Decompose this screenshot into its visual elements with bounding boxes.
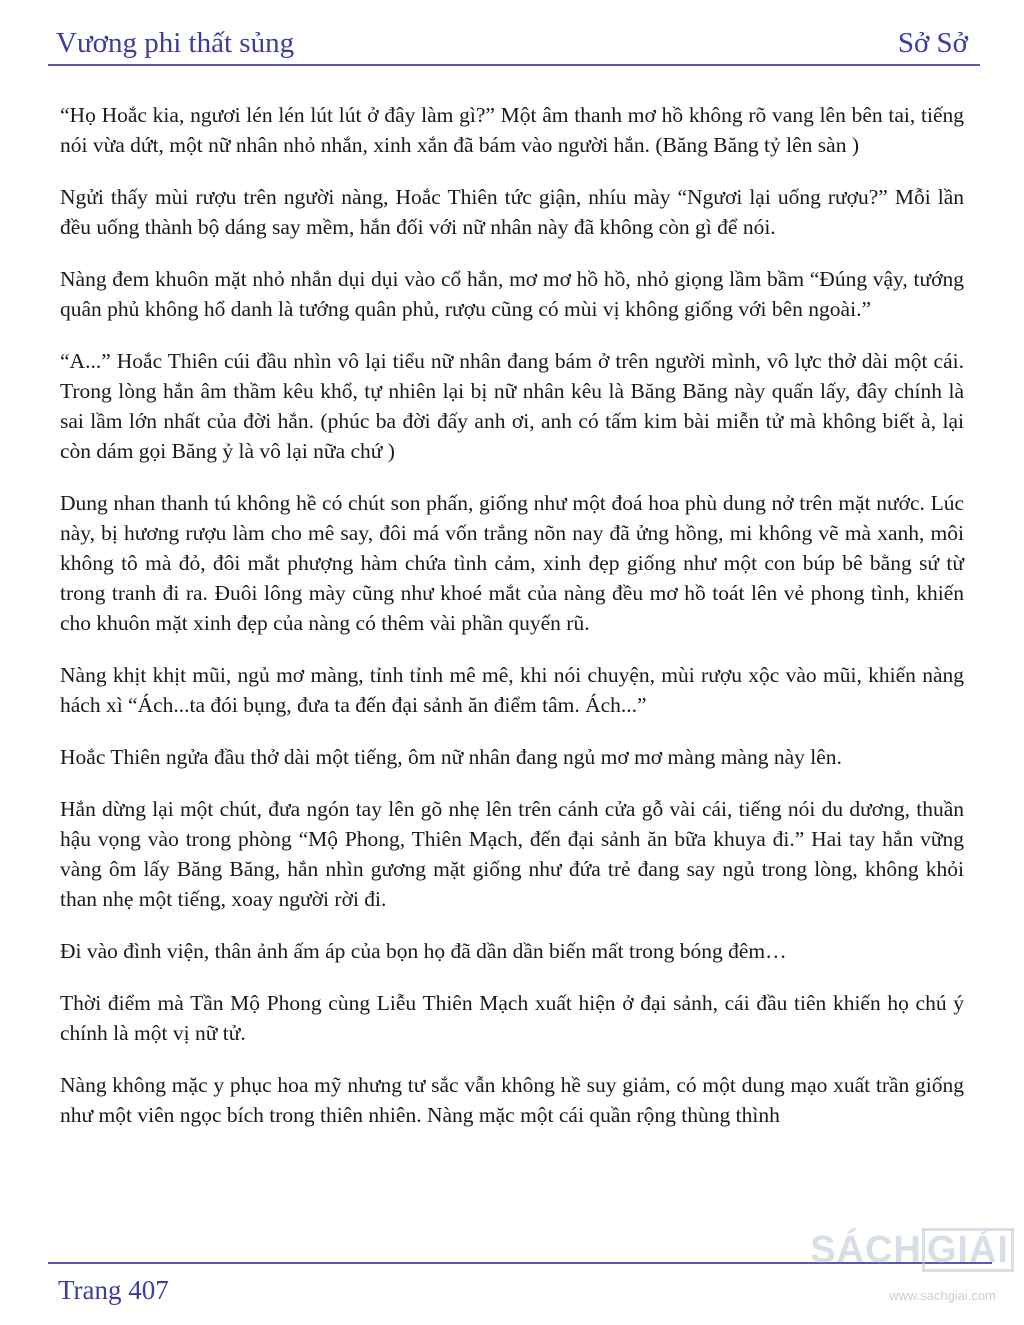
book-author: Sở Sở: [897, 27, 968, 59]
watermark-url: www.sachgiai.com: [889, 1288, 996, 1303]
paragraph: Ngửi thấy mùi rượu trên người nàng, Hoắc Thiên tức giận, nhíu mày “Ngươi lại uống rượu?” Mỗi lần đều uống thành bộ dáng say mềm, hắn đối với nữ nhân này đã không còn gì để nói.: [60, 185, 964, 239]
watermark-logo-left: SÁCH: [810, 1229, 922, 1271]
paragraph: Đi vào đình viện, thân ảnh ấm áp của bọn họ đã dần dần biến mất trong bóng đêm…: [60, 939, 787, 963]
watermark-logo-boxed: GIẢI: [922, 1228, 1014, 1272]
page-number: Trang 407: [58, 1275, 169, 1305]
page-header: [56, 24, 968, 60]
paragraph: Nàng khịt khịt mũi, ngủ mơ màng, tỉnh tỉnh mê mê, khi nói chuyện, mùi rượu xộc vào mũi, khiến nàng hách xì “Ách...ta đói bụng, đưa ta đến đại sảnh ăn điểm tâm. Ách...”: [60, 663, 964, 717]
paragraph: Nàng đem khuôn mặt nhỏ nhắn dụi dụi vào cổ hắn, mơ mơ hồ hồ, nhỏ giọng lầm bầm “Đúng vậy, tướng quân phủ không hổ danh là tướng quân phủ, rượu cũng có mùi vị không giống với bên ngoài.”: [60, 267, 964, 321]
chapter-body: [60, 100, 964, 1152]
paragraph: “Họ Hoắc kia, ngươi lén lén lút lút ở đây làm gì?” Một âm thanh mơ hồ không rõ vang lên bên tai, tiếng nói vừa dứt, một nữ nhân nhỏ nhắn, xinh xắn đã bám vào người hắn. (Băng Băng tỷ lên sàn ): [60, 103, 964, 157]
paragraph: Thời điểm mà Tần Mộ Phong cùng Liễu Thiên Mạch xuất hiện ở đại sảnh, cái đầu tiên khiến họ chú ý chính là một vị nữ tử.: [60, 991, 964, 1045]
watermark: [810, 1228, 1014, 1318]
paragraph: Hắn dừng lại một chút, đưa ngón tay lên gõ nhẹ lên trên cánh cửa gỗ vài cái, tiếng nói du dương, thuần hậu vọng vào trong phòng “Mộ Phong, Thiên Mạch, đến đại sảnh ăn bữa khuya đi.” Hai tay hắn vững vàng ôm lấy Băng Băng, hắn nhìn gương mặt giống như đứa trẻ đang say ngủ trong lòng, không khỏi than nhẹ một tiếng, xoay người rời đi.: [60, 797, 964, 911]
paragraph: Dung nhan thanh tú không hề có chút son phấn, giống như một đoá hoa phù dung nở trên mặt nước. Lúc này, bị hương rượu làm cho mê say, đôi má vốn trắng nõn nay đã ửng hồng, mi không vẽ mà xanh, môi không tô mà đỏ, đôi mắt phượng hàm chứa tình cảm, xinh đẹp giống như một con búp bê bằng sứ từ trong tranh đi ra. Đuôi lông mày cũng như khoé mắt của nàng đều mơ hồ toát lên vẻ phong tình, khiến cho khuôn mặt xinh đẹp của nàng có thêm vài phần quyến rũ.: [60, 491, 964, 635]
paragraph: Hoắc Thiên ngửa đầu thở dài một tiếng, ôm nữ nhân đang ngủ mơ mơ màng màng này lên.: [60, 745, 842, 769]
paragraph: “A...” Hoắc Thiên cúi đầu nhìn vô lại tiểu nữ nhân đang bám ở trên người mình, vô lực thở dài một cái. Trong lòng hắn âm thầm kêu khổ, tự nhiên lại bị nữ nhân kêu là Băng Băng này quấn lấy, đây chính là sai lầm lớn nhất của đời hắn. (phúc ba đời đấy anh ơi, anh có tấm kim bài miễn tử mà không biết à, lại còn dám gọi Băng ỷ là vô lại nữa chứ ): [60, 349, 964, 463]
book-title: Vương phi thất sủng: [56, 27, 295, 59]
paragraph: Nàng không mặc y phục hoa mỹ nhưng tư sắc vẫn không hề suy giảm, có một dung mạo xuất trần giống như một viên ngọc bích trong thiên nhiên. Nàng mặc một cái quần rộng thùng thình: [60, 1073, 964, 1127]
watermark-logo: [810, 1228, 1014, 1272]
header-divider: [48, 64, 980, 66]
